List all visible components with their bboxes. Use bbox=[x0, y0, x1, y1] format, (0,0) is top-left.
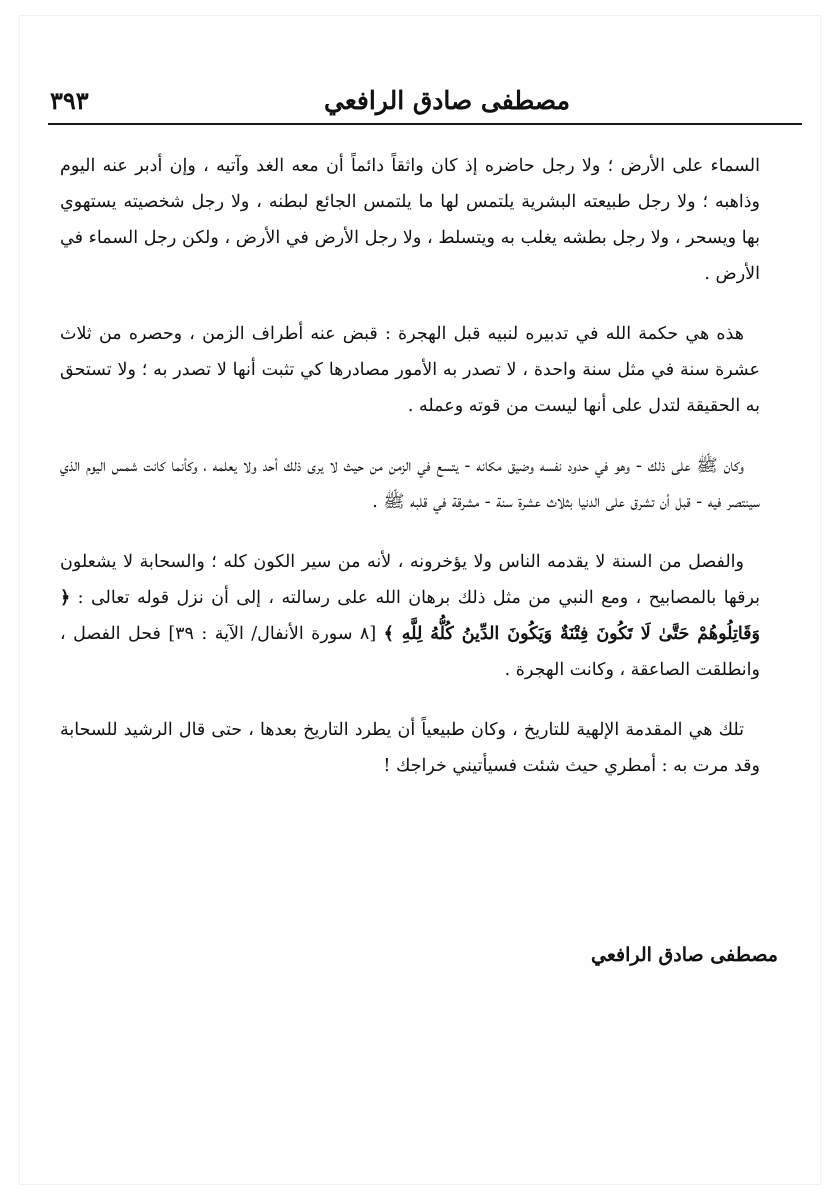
paragraph-text-before: والفصل من السنة لا يقدمه الناس ولا يؤخرونه ، لأنه من سير الكون كله ؛ والسحابة لا يشعلون برقها بالمصابيح ، ومع النبي من مثل ذلك برهان الله على رسالته ، إلى أن نزل قوله تعالى : bbox=[60, 552, 760, 608]
paragraph-with-quran-quote bbox=[60, 544, 760, 688]
author-signature: مصطفى صادق الرافعي bbox=[591, 944, 778, 966]
running-head-title: مصطفى صادق الرافعي bbox=[324, 86, 570, 115]
header-rule bbox=[48, 123, 802, 125]
quran-verse: ﴿ وَقَاتِلُوهُمْ حَتَّىٰ لَا تَكُونَ فِتْنَةٌ وَيَكُونَ الدِّينُ كُلُّهُ لِلَّهِ ﴾ bbox=[60, 588, 760, 644]
paragraph: تلك هي المقدمة الإلهية للتاريخ ، وكان طبيعياً أن يطرد التاريخ بعدها ، حتى قال الرشيد للسحابة وقد مرت به : أمطري حيث شئت فسيأتيني خراجك ! bbox=[60, 720, 760, 776]
paragraph-text-after: فحل الفصل ، وانطلقت الصاعقة ، وكانت الهجرة . bbox=[60, 624, 760, 680]
paragraph: هذه هي حكمة الله في تدبيره لنبيه قبل الهجرة : قبض عنه أطراف الزمن ، وحصره من ثلاث عشرة سنة في مثل سنة واحدة ، لا تصدر به الأمور مصادرها كي تثبت أنها لا تصدر به ؛ ولا تستحق به الحقيقة لتدل على أنها ليست من قوته وعمله . bbox=[60, 324, 760, 416]
page-number: ٣٩٣ bbox=[50, 86, 89, 115]
page-header bbox=[38, 78, 802, 126]
paragraph: وكان ﷺ على ذلك - وهو في حدود نفسه وضيق مكانه - يتسع في الزمن من حيث لا يرى ذلك أحد ولا يعلمه ، وكأنما كانت شمس اليوم الذي سينتصر فيه - قبل أن تشرق على الدنيا بثلاث عشرة سنة - مشرقة في قلبه ﷺ . bbox=[60, 456, 760, 512]
paragraph: السماء على الأرض ؛ ولا رجل حاضره إذ كان واثقاً دائماً أن معه الغد وآتيه ، وإن أدبر عنه اليوم وذاهبه ؛ ولا رجل طبيعته البشرية يلتمس لها ما يلتمس الجائع لبطنه ، ولا رجل شخصيته يستهوي بها ويسحر ، ولا رجل بطشه يغلب به ويتسلط ، ولا رجل الأرض في الأرض ، ولكن رجل السماء في الأرض . bbox=[60, 156, 760, 284]
article-body bbox=[60, 148, 760, 808]
book-page bbox=[20, 16, 820, 1184]
verse-reference: [٨ سورة الأنفال/ الآية : ٣٩] bbox=[168, 624, 377, 644]
